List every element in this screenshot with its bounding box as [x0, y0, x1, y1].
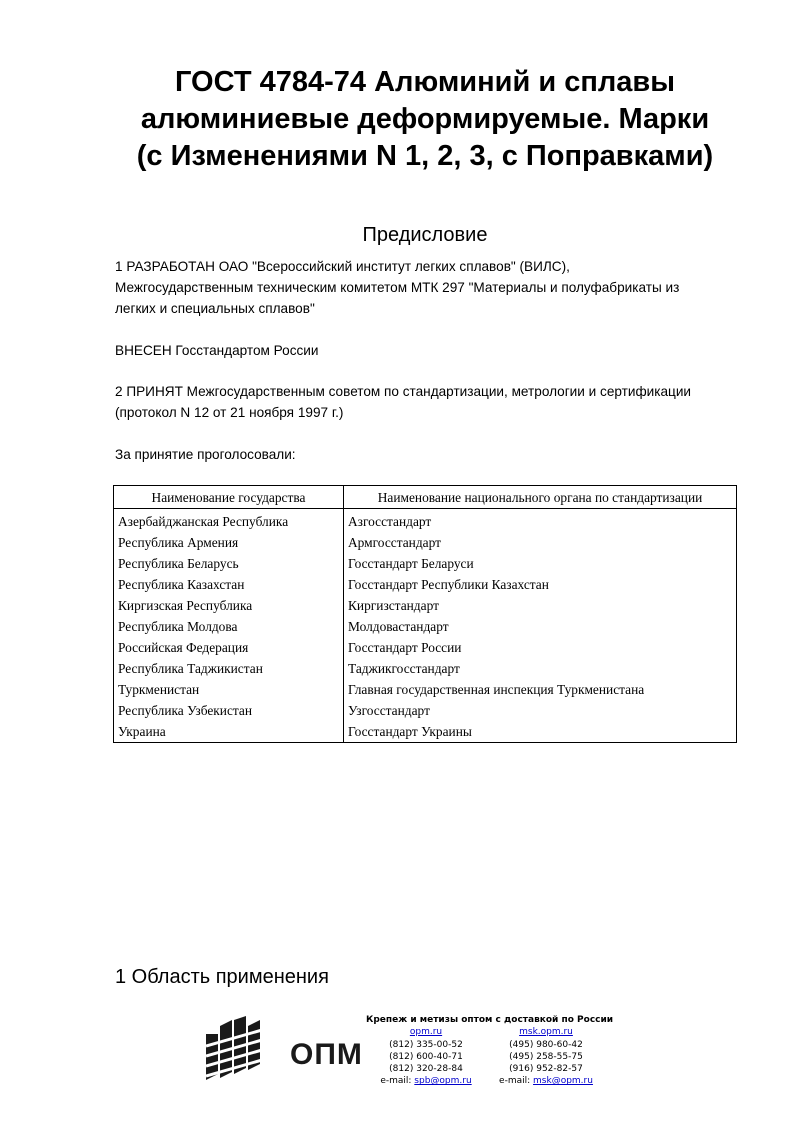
footer-tagline: Крепеж и метизы оптом с доставкой по России: [366, 1015, 614, 1025]
paragraph-developed-by: [115, 256, 755, 319]
spb-phone: (812) 320-28-84: [389, 1064, 463, 1075]
opm-logo: [206, 1016, 363, 1082]
table-cell-body: Госстандарт Республики Казахстан: [344, 574, 737, 595]
foreword-heading: Предисловие: [362, 224, 488, 246]
msk-email-link[interactable]: msk@opm.ru: [533, 1076, 593, 1087]
logo-wordmark: ОПМ: [290, 1038, 363, 1071]
table-cell-body: Азгосстандарт: [344, 509, 737, 533]
document-title: [60, 64, 790, 175]
table-row: [114, 637, 737, 658]
title-line: ГОСТ 4784-74 Алюминий и сплавы: [174, 66, 676, 98]
table-row: [114, 532, 737, 553]
voting-states-table: [113, 485, 737, 743]
table-cell-body: Молдовастандарт: [344, 616, 737, 637]
table-row: [114, 721, 737, 743]
spb-site-link[interactable]: opm.ru: [409, 1027, 443, 1038]
msk-contacts: [486, 1026, 606, 1087]
text-line: 2 ПРИНЯТ Межгосударственным советом по стандартизации, метрологии и сертификации: [115, 384, 692, 399]
table-cell-state: Республика Беларусь: [114, 553, 344, 574]
table-cell-body: Госстандарт Беларуси: [344, 553, 737, 574]
table-cell-body: Киргизстандарт: [344, 595, 737, 616]
spb-phone: (812) 600-40-71: [389, 1051, 463, 1062]
table-cell-body: Главная государственная инспекция Туркменистана: [344, 679, 737, 700]
text-line: 1 РАЗРАБОТАН ОАО "Всероссийский институт легких сплавов" (ВИЛС),: [115, 259, 570, 274]
spb-contacts: [366, 1026, 486, 1087]
table-row: [114, 574, 737, 595]
table-cell-state: Республика Армения: [114, 532, 344, 553]
table-cell-state: Республика Казахстан: [114, 574, 344, 595]
table-row: [114, 700, 737, 721]
paragraph-voted: [115, 444, 755, 465]
table-header-state: Наименование государства: [114, 486, 344, 509]
table-row: [114, 658, 737, 679]
email-label: e-mail:: [499, 1076, 531, 1087]
table-cell-state: Киргизская Республика: [114, 595, 344, 616]
table-row: [114, 509, 737, 533]
paragraph-introduced-by: [115, 340, 755, 361]
text-line: легких и специальных сплавов": [115, 301, 315, 316]
title-line: (с Изменениями N 1, 2, 3, с Поправками): [136, 140, 714, 172]
paragraph-adopted-by: [115, 381, 755, 423]
contacts-block: [366, 1014, 614, 1088]
table-cell-body: Узгосстандарт: [344, 700, 737, 721]
table-row: [114, 553, 737, 574]
email-label: e-mail:: [380, 1076, 412, 1087]
opm-logo-icon: [206, 1016, 276, 1082]
table-cell-state: Республика Узбекистан: [114, 700, 344, 721]
table-cell-body: Госстандарт Украины: [344, 721, 737, 743]
section-heading-scope: 1 Область применения: [115, 966, 329, 988]
text-line: За принятие проголосовали:: [115, 447, 296, 462]
footer-advertisement: [200, 1012, 620, 1102]
table-header-body: Наименование национального органа по стандартизации: [344, 486, 737, 509]
table-cell-state: Туркменистан: [114, 679, 344, 700]
table-row: [114, 595, 737, 616]
text-line: (протокол N 12 от 21 ноября 1997 г.): [115, 405, 344, 420]
text-line: ВНЕСЕН Госстандартом России: [115, 343, 319, 358]
table-cell-body: Госстандарт России: [344, 637, 737, 658]
table-cell-state: Азербайджанская Республика: [114, 509, 344, 533]
table-cell-body: Таджикгосстандарт: [344, 658, 737, 679]
table-cell-state: Республика Молдова: [114, 616, 344, 637]
msk-phone: (495) 980-60-42: [509, 1039, 583, 1050]
msk-phone: (495) 258-55-75: [509, 1051, 583, 1062]
table-header-row: [114, 486, 737, 509]
spb-phone: (812) 335-00-52: [389, 1039, 463, 1050]
table-cell-state: Украина: [114, 721, 344, 743]
spb-email-link[interactable]: spb@opm.ru: [414, 1076, 472, 1087]
table-row: [114, 616, 737, 637]
table-cell-body: Армгосстандарт: [344, 532, 737, 553]
msk-site-link[interactable]: msk.opm.ru: [519, 1027, 573, 1038]
msk-phone: (916) 952-82-57: [509, 1064, 583, 1075]
table-cell-state: Российская Федерация: [114, 637, 344, 658]
table-cell-state: Республика Таджикистан: [114, 658, 344, 679]
title-line: алюминиевые деформируемые. Марки: [140, 103, 710, 135]
table-row: [114, 679, 737, 700]
text-line: Межгосударственным техническим комитетом МТК 297 "Материалы и полуфабрикаты из: [115, 280, 680, 295]
